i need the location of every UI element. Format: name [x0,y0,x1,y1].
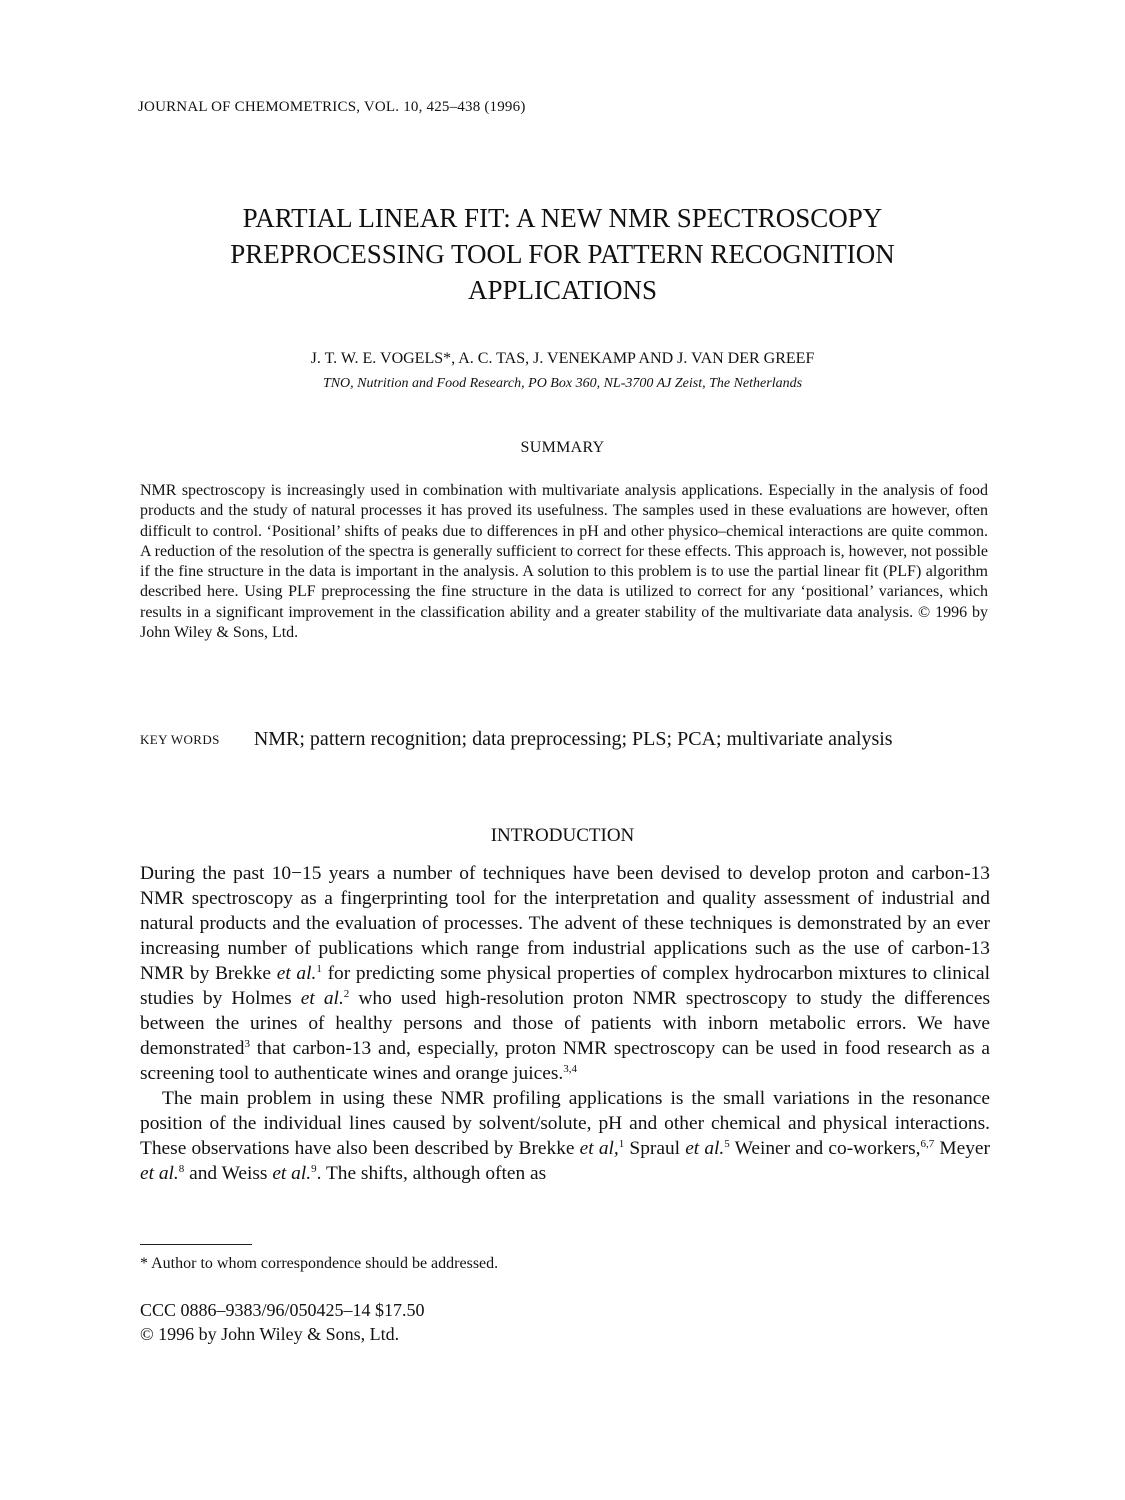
citation-ref: 1 [618,1138,625,1150]
paragraph [140,1086,990,1186]
summary-heading: SUMMARY [520,439,605,456]
abstract-text: NMR spectroscopy is increasingly used in combination with multivariate analysis applications. Especially in the analysis of food products and the study of natural processes it has proved its usefulness. The samples used in these evaluations are however, often difficult to control. ‘Positional’ shifts of peaks due to differences in pH and other physico–chemical interactions are quite common. A reduction of the resolution of the spectra is generally sufficient to correct for these effects. This approach is, however, not possible if the fine structure in the data is important in the analysis. A solution to this problem is to use the partial linear fit (PLF) algorithm described here. Using PLF preprocessing the fine structure in the data is utilized to correct for any ‘positional’ variances, which results in a significant improvement in the classification ability and a greater stability of the multivariate data analysis. © 1996 by John Wiley & Sons, Ltd. [140,482,988,642]
citation-ref: 6,7 [920,1138,935,1150]
journal-header: JOURNAL OF CHEMOMETRICS, VOL. 10, 425–438 (1996) [138,99,526,115]
copyright-line: © 1996 by John Wiley & Sons, Ltd. [140,1324,400,1344]
author-list: J. T. W. E. VOGELS*, A. C. TAS, J. VENEKAMP AND J. VAN DER GREEF [310,350,815,367]
author-affiliation: TNO, Nutrition and Food Research, PO Box 360, NL-3700 AJ Zeist, The Netherlands [322,376,803,391]
citation-ref: 3,4 [563,1063,577,1075]
copyright-block [140,1298,425,1346]
text-run: Spraul [624,1138,686,1159]
text-run: . The shifts, although often as [316,1163,547,1184]
text-run: for predicting some physical properties of complex hydrocarbon mixtures to clinical studies by Holmes [140,963,990,1009]
keywords-list: NMR; pattern recognition; data preprocessing; PLS; PCA; multivariate analysis [253,728,893,750]
et-al: et al. [140,1163,179,1184]
citation-ref: 8 [178,1163,185,1175]
introduction-body [140,861,990,1186]
keywords-label: KEY WORDS [140,732,220,747]
title-line: PARTIAL LINEAR FIT: A NEW NMR SPECTROSCOPY [242,203,883,233]
introduction-heading: INTRODUCTION [490,825,635,846]
text-run: During the past 10−15 years a number of techniques have been devised to develop proton and carbon-13 NMR spectroscopy as a fingerprinting tool for the interpretation and quality assessment of industrial and natural products and the evaluation of processes. The advent of these techniques is demonstrated by an ever increasing number of publications which range from industrial applications such as the use of carbon-13 NMR by Brekke [140,863,990,984]
text-run: Meyer [934,1138,990,1159]
et-al: et al. [272,1163,312,1184]
citation-ref: 1 [316,963,322,975]
title-line: APPLICATIONS [467,275,658,305]
paragraph [140,861,990,1086]
et-al: et al. [685,1138,725,1159]
text-run: and Weiss [184,1163,273,1184]
text-run: who used high-resolution proton NMR spectroscopy to study the differences between the urines of healthy persons and those of patients with inborn metabolic errors. We have demonstrated [140,988,991,1059]
citation-ref: 2 [343,988,350,1000]
text-run: that carbon-13 and, especially, proton NMR spectroscopy can be used in food research as a screening tool to authenticate wines and orange juices. [140,1038,990,1084]
citation-ref: 5 [724,1138,730,1150]
keywords-line [140,728,1000,751]
text-run: The main problem in using these NMR profiling applications is the small variations in the resonance position of the individual lines caused by solvent/solute, pH and other chemical and physical interactions. These observations have also been described by Brekke [140,1088,990,1159]
text-run: Weiner and co-workers, [729,1138,921,1159]
title-line: PREPROCESSING TOOL FOR PATTERN RECOGNITION [230,239,895,269]
citation-ref: 9 [311,1163,317,1175]
citation-ref: 3 [244,1038,250,1050]
footnote-divider [140,1244,252,1245]
et-al: et al. [276,963,317,984]
et-al: et al. [300,988,344,1009]
correspondence-footnote: * Author to whom correspondence should be addressed. [140,1255,499,1272]
paper-title [140,200,985,308]
et-al: et al, [579,1138,619,1159]
ccc-line: CCC 0886–9383/96/050425–14 $17.50 [140,1300,425,1320]
